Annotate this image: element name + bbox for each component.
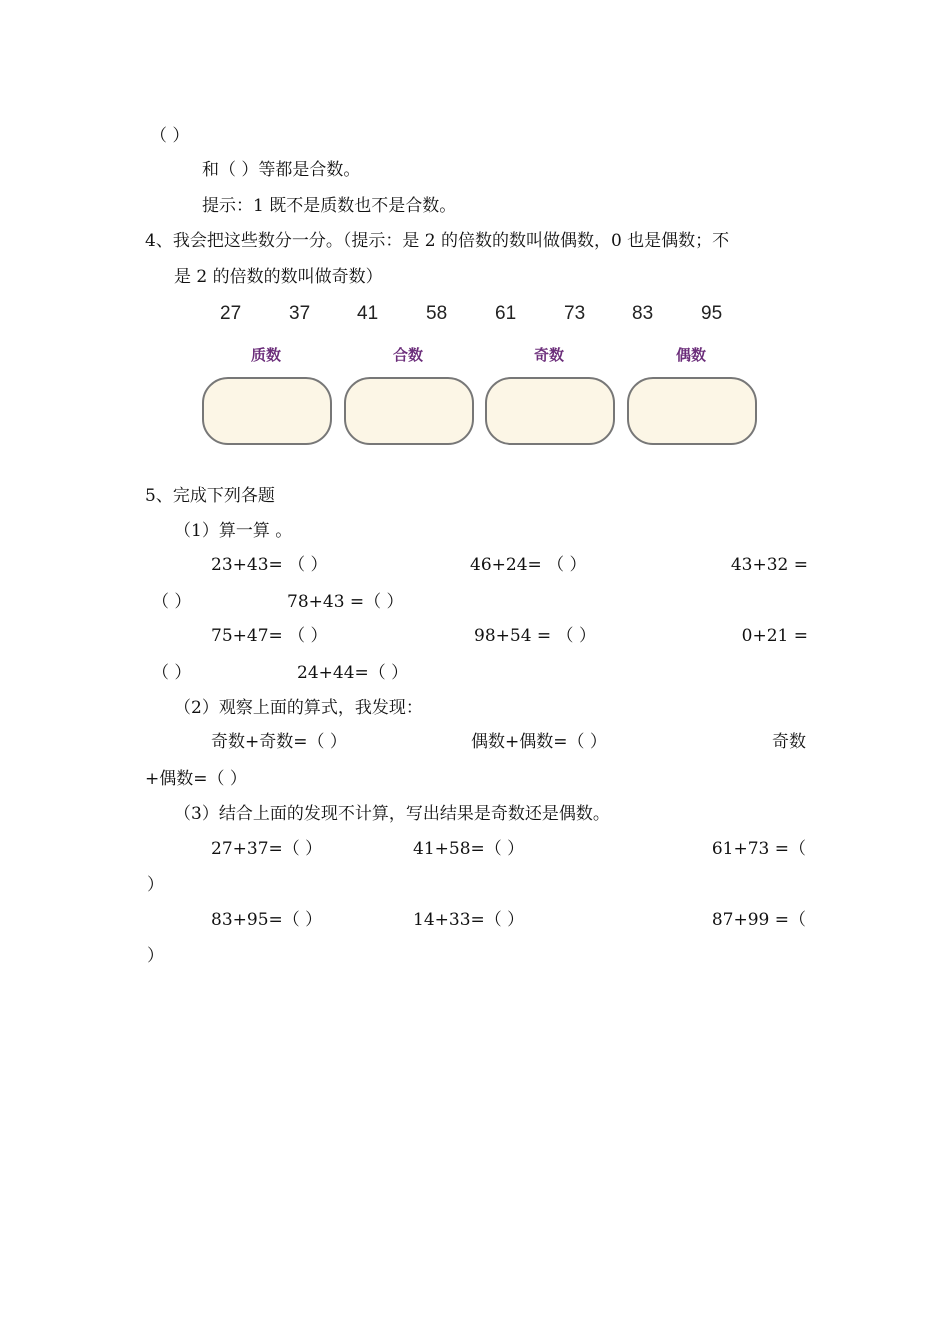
number-item: 95	[701, 303, 723, 324]
calc-item: 75+47= （ ）	[211, 626, 328, 646]
calc-item: 24+44=（ ）	[297, 663, 409, 683]
category-label-odd: 奇数	[534, 346, 565, 364]
q3-composite-line: 和（ ）等都是合数。	[202, 160, 361, 180]
number-item: 27	[220, 303, 242, 324]
observation-item: 奇数	[772, 732, 806, 752]
calc-item: 0+21 =	[741, 626, 808, 646]
q4-instruction-line2: 是 2 的倍数的数叫做奇数）	[174, 267, 383, 287]
parity-item: 41+58=（ ）	[413, 839, 525, 859]
observation-item: 奇数+奇数=（ ）	[211, 732, 347, 752]
parity-item: ）	[147, 946, 164, 966]
q5-part1-heading: （1）算一算 。	[174, 521, 293, 541]
parity-item: ）	[147, 875, 164, 895]
answer-box-composite[interactable]	[344, 377, 474, 445]
parity-item: 61+73 =（	[711, 839, 806, 859]
q5-part2-heading: （2）观察上面的算式，我发现：	[174, 698, 423, 718]
calc-item: 46+24= （ ）	[470, 555, 587, 575]
number-item: 83	[632, 303, 654, 324]
category-label-prime: 质数	[251, 346, 282, 364]
parity-item: 87+99 =（	[711, 910, 806, 930]
parity-item: 27+37=（ ）	[211, 839, 323, 859]
q4-instruction-line1: 4、我会把这些数分一分。（提示：是 2 的倍数的数叫做偶数，0 也是偶数；不	[145, 231, 730, 251]
observation-item: +偶数=（ ）	[145, 769, 247, 789]
calc-item: （ ）	[152, 663, 192, 683]
calc-item: 23+43= （ ）	[211, 555, 328, 575]
parity-item: 14+33=（ ）	[413, 910, 525, 930]
q3-hint: 提示：1 既不是质数也不是合数。	[202, 196, 457, 216]
answer-box-odd[interactable]	[485, 377, 615, 445]
number-item: 41	[357, 303, 379, 324]
q3-blank-line: （ ）	[150, 126, 190, 146]
q5-title: 5、完成下列各题	[145, 486, 275, 506]
number-item: 73	[564, 303, 586, 324]
calc-item: 98+54 = （ ）	[474, 626, 596, 646]
answer-box-even[interactable]	[627, 377, 757, 445]
calc-item: 78+43 =（ ）	[287, 592, 404, 612]
category-label-composite: 合数	[393, 346, 424, 364]
calc-item: （ ）	[152, 592, 192, 612]
number-item: 61	[495, 303, 517, 324]
calc-item: 43+32 =	[730, 555, 808, 575]
observation-item: 偶数+偶数=（ ）	[471, 732, 607, 752]
q5-part3-heading: （3）结合上面的发现不计算，写出结果是奇数还是偶数。	[174, 804, 610, 824]
answer-box-prime[interactable]	[202, 377, 332, 445]
parity-item: 83+95=（ ）	[211, 910, 323, 930]
number-item: 37	[289, 303, 311, 324]
category-label-even: 偶数	[676, 346, 707, 364]
number-item: 58	[426, 303, 448, 324]
